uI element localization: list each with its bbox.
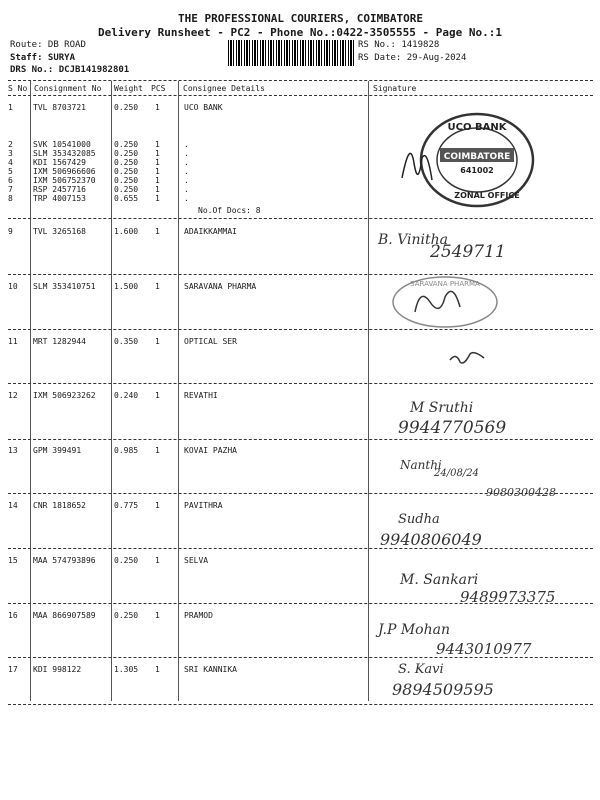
row-consignee: SARAVANA PHARMA [184,282,257,291]
row-weight: 0.775 [114,501,139,510]
row-consignee: . [184,140,189,149]
row-consignment: TRP 4007153 [33,194,86,203]
row-sno: 1 [8,103,13,112]
rs-date: RS Date: 29-Aug-2024 [358,53,467,63]
row-weight: 1.500 [114,282,139,291]
row-consignment: SLM 353410751 [33,282,96,291]
row-pcs: 1 [155,337,160,346]
column-divider [111,81,112,701]
row-weight: 0.250 [114,103,139,112]
row-weight: 0.250 [114,149,139,158]
row-consignee: . [184,167,189,176]
row-sno: 6 [8,176,13,185]
row-consignee: . [184,185,189,194]
row-sno: 5 [8,167,13,176]
stamp-top-text: UCO BANK [447,122,507,133]
row-consignment: IXM 506923262 [33,391,96,400]
row-weight: 0.250 [114,176,139,185]
row-consignee: REVATHI [184,391,218,400]
row-pcs: 1 [155,391,160,400]
row-consignment: MAA 574793896 [33,556,96,565]
row-weight: 0.250 [114,185,139,194]
col-signature: Signature [373,84,417,93]
row-weight: 0.250 [114,140,139,149]
signature-row-14-name: Sudha [398,512,440,527]
row-consignment: CNR 1818652 [33,501,86,510]
row-weight: 1.600 [114,227,139,236]
row-sno: 8 [8,194,13,203]
docs-count: No.Of Docs: 8 [198,206,261,215]
header-top-rule [8,80,593,81]
row-pcs: 1 [155,227,160,236]
row-consignment: IXM 506966606 [33,167,96,176]
signature-row-14-phone: 9940806049 [380,530,482,549]
row-pcs: 1 [155,611,160,620]
row-sno: 7 [8,185,13,194]
staff-label: Staff: SURYA [10,53,76,63]
row-consignment: TVL 8703721 [33,103,86,112]
row-consignee: KOVAI PAZHA [184,446,237,455]
row-consignment: MRT 1282944 [33,337,86,346]
signature-row-17-name: S. Kavi [398,662,444,677]
rs-number: RS No.: 1419828 [358,40,440,50]
row-sno: 16 [8,611,18,620]
row-separator [8,603,593,604]
header-bottom-rule [8,95,593,96]
row-consignment: MAA 866907589 [33,611,96,620]
column-divider [178,81,179,701]
row-consignment: GPM 399491 [33,446,82,455]
row-consignee: . [184,176,189,185]
row-separator [8,274,593,275]
row-weight: 0.250 [114,556,139,565]
row-weight: 1.305 [114,665,139,674]
column-divider [368,81,369,701]
row-separator [8,218,593,219]
row-sno: 13 [8,446,18,455]
company-title: THE PROFESSIONAL COURIERS, COIMBATORE [178,12,424,25]
row-consignment: KDI 1567429 [33,158,86,167]
runsheet-title: Delivery Runsheet - PC2 - Phone No.:0422-3505555 - Page No.:1 [98,26,502,39]
col-consignment: Consignment No [34,84,102,93]
signature-row-12-phone: 9944770569 [398,418,507,438]
signature-row-13-name: Nanthi [400,458,442,472]
row-consignment: IXM 506752370 [33,176,96,185]
row-consignee: OPTICAL SER [184,337,237,346]
signature-row-13-phone: 9080300428 [486,486,556,499]
row-pcs: 1 [155,158,160,167]
row-pcs: 1 [155,185,160,194]
row-consignee: UCO BANK [184,103,223,112]
route-label: Route: DB ROAD [10,40,86,50]
row-pcs: 1 [155,103,160,112]
pharmacy-stamp [385,272,505,332]
row-weight: 0.655 [114,194,139,203]
signature-row-15-phone: 9489973375 [460,588,556,606]
signature-row-15-name: M. Sankari [400,572,479,588]
row-consignee: PRAMOD [184,611,213,620]
row-consignment: TVL 3265168 [33,227,86,236]
row-sno: 12 [8,391,18,400]
row-pcs: 1 [155,282,160,291]
row-weight: 0.250 [114,158,139,167]
row-sno: 4 [8,158,13,167]
row-weight: 0.985 [114,446,139,455]
signature-row-17-phone: 9894509595 [392,680,494,699]
row-weight: 0.250 [114,167,139,176]
row-sno: 3 [8,149,13,158]
row-weight: 0.240 [114,391,139,400]
stamp-code-text: 641002 [460,166,494,175]
row-pcs: 1 [155,140,160,149]
row-consignment: KDI 998122 [33,665,82,674]
row-separator [8,439,593,440]
signature-row-11 [448,348,488,368]
row-separator [8,329,593,330]
row-consignee: PAVITHRA [184,501,223,510]
row-separator [8,383,593,384]
row-weight: 0.350 [114,337,139,346]
row-consignee: . [184,158,189,167]
row-consignee: SRI KANNIKA [184,665,237,674]
col-consignee: Consignee Details [183,84,265,93]
row-consignee: . [184,149,189,158]
row-sno: 14 [8,501,18,510]
row-consignee: . [184,194,189,203]
row-pcs: 1 [155,149,160,158]
uco-bank-stamp [392,108,542,218]
stamp-city-text: COIMBATORE [443,152,511,162]
signature-row-9-name: B. Vinitha [378,232,449,248]
signature-row-16-name: J.P Mohan [378,622,450,638]
row-separator [8,548,593,549]
row-weight: 0.250 [114,611,139,620]
signature-row-16-phone: 9443010977 [436,640,532,658]
row-separator [8,704,593,705]
signature-row-13-date: 24/08/24 [434,468,479,479]
row-sno: 10 [8,282,18,291]
row-sno: 17 [8,665,18,674]
row-pcs: 1 [155,176,160,185]
row-separator [8,493,593,494]
row-sno: 9 [8,227,13,236]
col-weight: Weight [114,84,143,93]
row-consignment: SLM 353432085 [33,149,96,158]
drs-number: DRS No.: DCJB141982801 [10,65,130,75]
row-pcs: 1 [155,665,160,674]
column-divider [30,81,31,701]
row-pcs: 1 [155,501,160,510]
row-pcs: 1 [155,556,160,565]
row-sno: 11 [8,337,18,346]
row-consignee: SELVA [184,556,209,565]
row-consignment: SVK 10541000 [33,140,91,149]
row-sno: 2 [8,140,13,149]
row-pcs: 1 [155,167,160,176]
col-pcs: PCS [151,84,166,93]
pharmacy-stamp-text: SARAVANA PHARMA [410,280,480,288]
row-separator [8,657,593,658]
signature-row-9-phone: 2549711 [430,242,506,262]
row-pcs: 1 [155,194,160,203]
row-sno: 15 [8,556,18,565]
stamp-bottom-text: ZONAL OFFICE [454,191,520,200]
row-consignee: ADAIKKAMMAI [184,227,237,236]
barcode-image [228,40,354,66]
row-consignment: RSP 2457716 [33,185,86,194]
signature-row-12-name: M Sruthi [410,400,474,416]
row-pcs: 1 [155,446,160,455]
col-sno: S No [8,84,28,93]
